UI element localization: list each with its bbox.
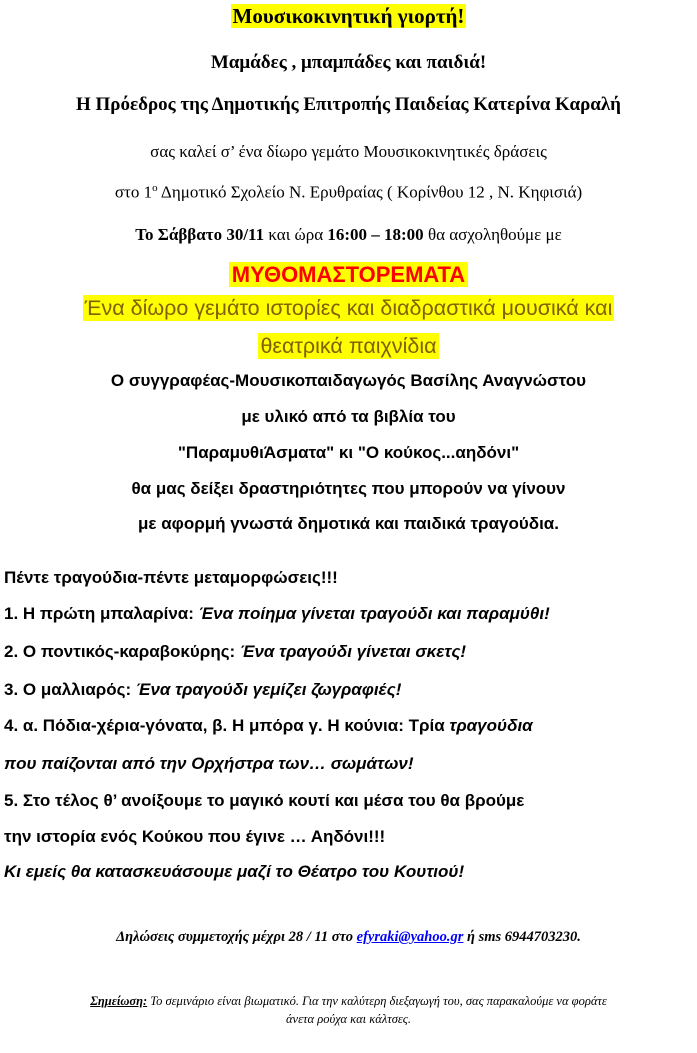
contact-line [0,929,697,946]
event-desc-1: Ένα δίωρο γεμάτο ιστορίες και διαδραστικά μουσικά και [84,296,613,320]
date-connector: και ώρα [264,225,328,244]
note-line-1 [0,994,697,1009]
contact-post: ή sms 6944703230. [463,929,581,945]
author-line-4: θα μας δείξει δραστηριότητες που μπορούν να γίνουν [131,479,566,498]
date-tail: θα ασχοληθούμε με [423,225,562,244]
program-item-2 [4,642,466,662]
item-3-label: 3. Ο μαλλιαρός: [4,680,136,699]
author-line-5: με αφορμή γνωστά δημοτικά και παιδικά τραγούδια. [138,514,559,533]
date-day: Το Σάββατο 30/11 [135,225,265,244]
president-line: Η Πρόεδρος της Δημοτικής Επιτροπής Παιδείας Κατερίνα Καραλή [76,94,621,115]
program-item-1 [4,604,550,624]
title-row [0,4,697,29]
contact-pre: Δηλώσεις συμμετοχής μέχρι 28 / 11 στο [116,929,357,945]
event-name: ΜΥΘΟΜΑΣΤΟΡΕΜΑΤΑ [229,262,468,287]
item-4-label: 4. α. Πόδια-χέρια-γόνατα, β. Η μπόρα γ. Η κούνια: Τρία [4,716,450,735]
program-item-5-cont: την ιστορία ενός Κούκου που έγινε … Αηδόνι!!! [4,827,386,846]
author-line-3: "ΠαραμυθιΆσματα" κι "Ο κούκος...αηδόνι" [177,443,520,462]
item-2-label: 2. Ο ποντικός-καραβοκύρης: [4,642,240,661]
event-name-row [0,262,697,288]
item-1-label: 1. Η πρώτη μπαλαρίνα: [4,604,199,623]
author-line-1: Ο συγγραφέας-Μουσικοπαιδαγωγός Βασίλης Αναγνώστου [110,371,587,390]
note-line-2: άνετα ρούχα και κάλτσες. [286,1012,411,1026]
item-4-desc: τραγούδια [449,716,533,735]
event-desc-row-1 [0,296,697,321]
event-desc-row-2 [0,334,697,359]
item-2-desc: Ένα τραγούδι γίνεται σκετς! [239,642,467,661]
school-line [0,182,697,203]
event-desc-2: θεατρικά παιχνίδια [260,334,437,358]
program-intro: Πέντε τραγούδια-πέντε μεταμορφώσεις!!! [4,568,338,587]
date-time: 16:00 – 18:00 [327,225,424,244]
school-pre: στο 1 [114,182,153,202]
item-3-desc: Ένα τραγούδι γεμίζει ζωγραφιές! [135,680,402,699]
program-item-3 [4,680,401,700]
invite-line: σας καλεί σ’ ένα δίωρο γεμάτο Μουσικοκινητικές δράσεις [150,142,547,161]
program-item-4-cont: που παίζονται από την Ορχήστρα των… σωμάτων! [4,754,414,773]
school-post: Δημοτικό Σχολείο Ν. Ερυθραίας ( Κορίνθου 12 , Ν. Κηφισιά) [157,182,583,202]
program-item-5: 5. Στο τέλος θ’ ανοίξουμε το μαγικό κουτί και μέσα του θα βρούμε [4,791,525,810]
date-line [0,225,697,245]
email-link[interactable]: efyraki@yahoo.gr [356,929,464,945]
note-label: Σημείωση: [90,994,148,1008]
greeting: Μαμάδες , μπαμπάδες και παιδιά! [210,52,487,73]
event-title: Μουσικοκινητική γιορτή! [232,4,465,28]
item-1-desc: Ένα ποίημα γίνεται τραγούδι και παραμύθι! [198,604,550,623]
author-line-2: με υλικό από τα βιβλία του [241,407,456,426]
note-text-1: Το σεμινάριο είναι βιωματικό. Για την καλύτερη διεξαγωγή του, σας παρακαλούμε να φοράτε [147,994,607,1008]
program-closing: Κι εμείς θα κατασκευάσουμε μαζί το Θέατρο του Κουτιού! [4,862,465,881]
program-item-4 [4,716,533,736]
school-sup: ο [152,182,158,194]
